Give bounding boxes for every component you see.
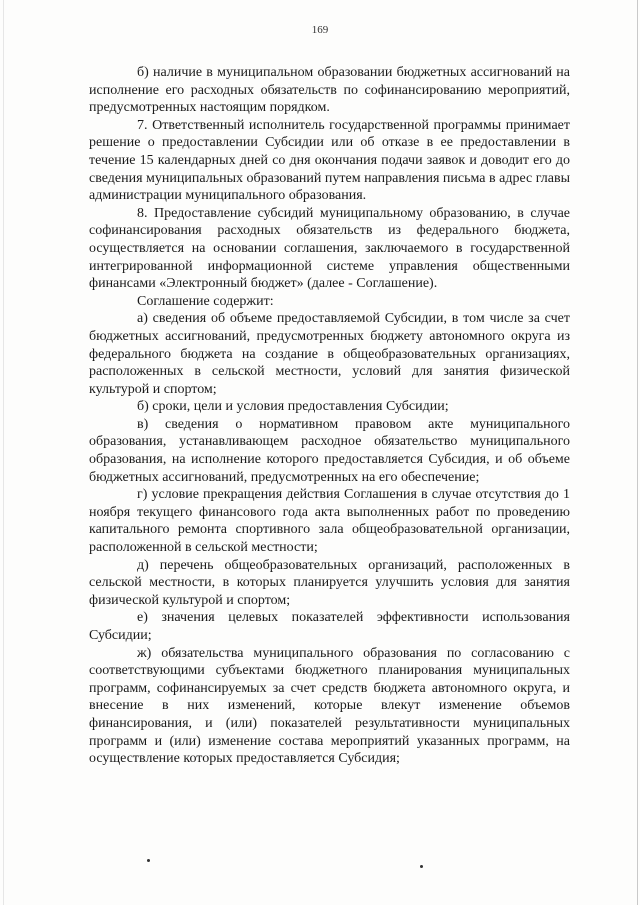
paragraph-7-decision: 7. Ответственный исполнитель государственной программы принимает решение о предоставлении Субсидии или об отказе в ее предоставлении в течение 15 календарных дней со дня окончания подачи заявок и доводит его до сведения муниципальных образований путем направления письма в адрес главы администрации муниципального образования. — [89, 117, 570, 204]
scan-speck-left — [147, 859, 150, 862]
scan-edge-left — [3, 0, 4, 905]
paragraph-d-organizations-list: д) перечень общеобразовательных организаций, расположенных в сельской местности, в которых планируется улучшить условия для занятия физической культурой и спортом; — [89, 557, 570, 608]
page-number: 169 — [311, 24, 329, 36]
paragraph-b-budget-allocations: б) наличие в муниципальном образовании бюджетных ассигнований на исполнение его расходных обязательств по софинансированию мероприятий, предусмотренных настоящим порядком. — [89, 65, 570, 116]
paragraph-zh-obligations: ж) обязательства муниципального образования по согласованию с соответствующими субъектами бюджетного планирования муниципальных программ, софинансируемых за счет средств бюджета автономного округа, и внесение в них изменений, которые влекут изменение объемов финансирования, и (или) показателей результативности муниципальных программ и (или) изменение состава мероприятий указанных программ, на осуществление которых предоставляется Субсидия; — [89, 645, 570, 767]
paragraph-v-legal-act: в) сведения о нормативном правовом акте муниципального образования, устанавливающем расходное обязательство муниципального образования, на исполнение которого предоставляется Субсидия, и об объеме бюджетных ассигнований, предусмотренных на его обеспечение; — [89, 416, 570, 485]
scan-edge-right — [637, 0, 638, 905]
paragraph-a-subsidy-volume: а) сведения об объеме предоставляемой Субсидии, в том числе за счет бюджетных ассигнований, предусмотренных бюджету автономного округа из федерального бюджета на создание в общеобразовательных организациях, расположенных в сельской местности, условий для занятия физической культурой и спортом; — [89, 311, 570, 397]
document-body — [89, 64, 570, 768]
paragraph-e-indicators: е) значения целевых показателей эффективности использования Субсидии; — [89, 610, 570, 643]
paragraph-8-agreement: 8. Предоставление субсидий муниципальному образованию, в случае софинансирования расходных обязательств из федерального бюджета, осуществляется на основании соглашения, заключаемого в государственной интегрированной информационной системе управления общественными финансами «Электронный бюджет» (далее - Соглашение). — [89, 205, 570, 292]
paragraph-b-terms: б) сроки, цели и условия предоставления Субсидии; — [137, 399, 449, 415]
paragraph-g-termination: г) условие прекращения действия Соглашения в случае отсутствия до 1 ноября текущего финансового года акта выполненных работ по проведению капитального ремонта спортивного зала общеобразовательной организации, расположенной в сельской местности; — [89, 487, 570, 556]
paragraph-agreement-contains: Соглашение содержит: — [137, 293, 274, 309]
scan-speck-right — [420, 865, 423, 868]
